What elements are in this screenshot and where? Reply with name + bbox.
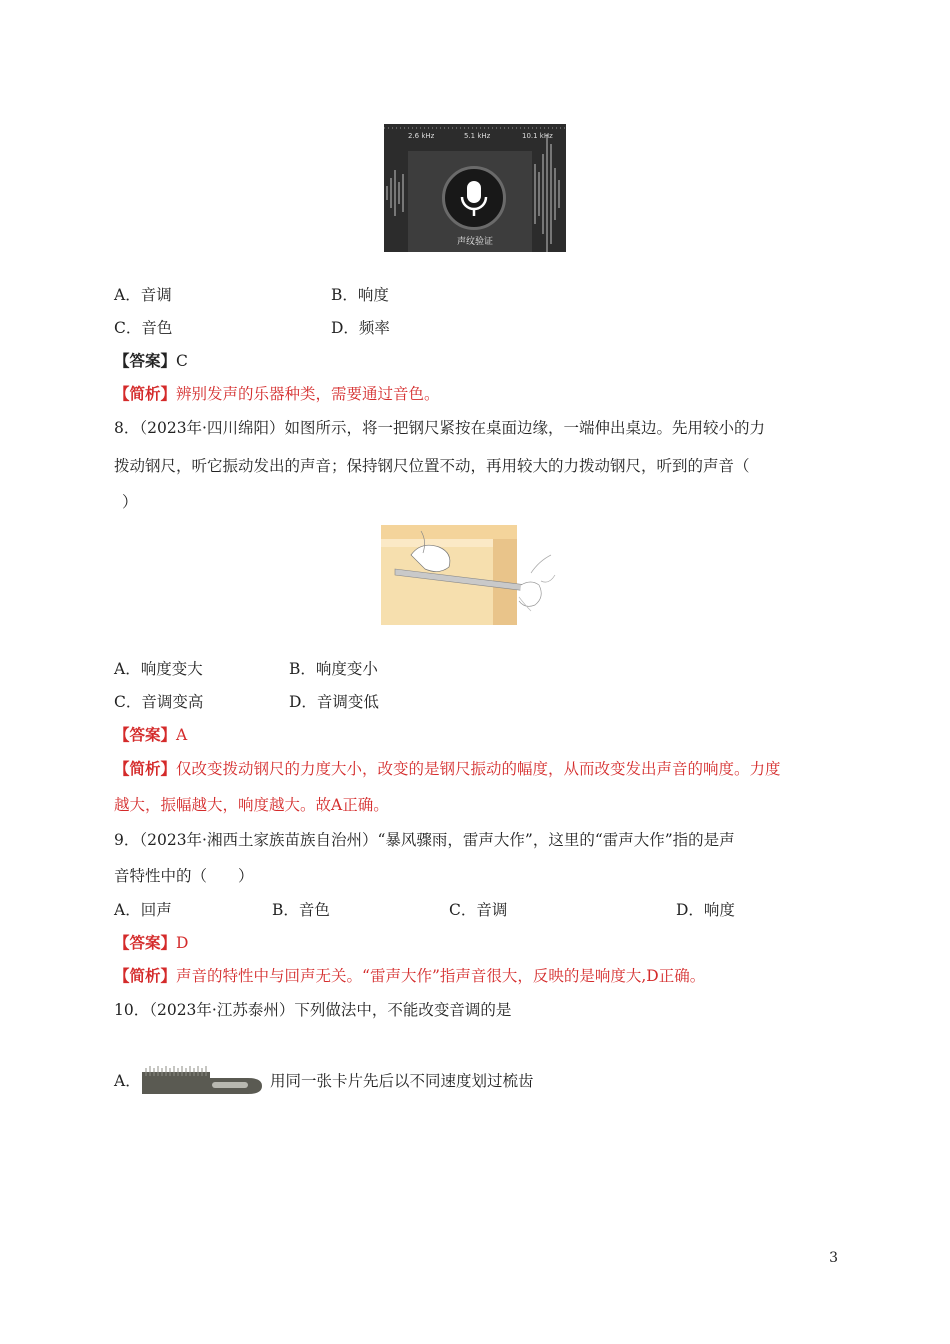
q8-option-a: A．响度变大 — [114, 660, 203, 678]
q8-stem-line-1: 8．（2023年·四川绵阳）如图所示，将一把钢尺紧按在桌面边缘，一端伸出桌边。先用较小的力 — [114, 419, 765, 437]
q7-answer — [114, 351, 188, 371]
q7-option-a: A．音调 — [114, 286, 172, 304]
q9-option-b: B．音色 — [272, 901, 330, 919]
q9-analysis — [114, 966, 705, 986]
analysis-label: 【简析】 — [114, 384, 177, 403]
page-number: 3 — [829, 1250, 838, 1266]
comb-figure — [140, 1064, 266, 1100]
q10-stem: 10．（2023年·江苏泰州）下列做法中，不能改变音调的是 — [114, 1001, 512, 1019]
analysis-label: 【简析】 — [114, 759, 177, 778]
q7-option-b: B．响度 — [331, 286, 389, 304]
q9-answer — [114, 933, 188, 953]
q9-option-a: A．回声 — [114, 901, 172, 919]
microphone-icon — [445, 169, 503, 227]
analysis-label: 【简析】 — [114, 966, 177, 985]
freq-label-3: 10.1 kHz — [522, 132, 553, 140]
q8-option-b: B．响度变小 — [289, 660, 378, 678]
analysis-text: 仅改变拨动钢尺的力度大小，改变的是钢尺振动的幅度，从而改变发出声音的响度。力度 — [176, 760, 781, 778]
q9-option-c: C．音调 — [449, 901, 508, 919]
voiceprint-figure — [384, 124, 566, 252]
q8-answer — [114, 725, 187, 745]
q7-option-c: C．音色 — [114, 319, 173, 337]
answer-value: A — [176, 726, 188, 744]
freq-label-2: 5.1 kHz — [464, 132, 491, 140]
q8-analysis-line-2: 越大，振幅越大，响度越大。故A正确。 — [114, 796, 389, 814]
q7-option-d: D．频率 — [331, 319, 390, 337]
ruler-on-table-figure — [381, 525, 569, 625]
q9-stem-line-1: 9．（2023年·湘西土家族苗族自治州）“暴风骤雨，雷声大作”，这里的“雷声大作”指的是声 — [114, 831, 735, 849]
q10-option-a-text: 用同一张卡片先后以不同速度划过梳齿 — [270, 1072, 534, 1090]
q8-option-d: D．音调变低 — [289, 693, 379, 711]
answer-label: 【答案】 — [114, 725, 177, 744]
q9-stem-line-2: 音特性中的（ ） — [114, 867, 254, 885]
answer-label: 【答案】 — [114, 351, 177, 370]
q8-option-c: C．音调变高 — [114, 693, 204, 711]
q8-stem-line-2: 拨动钢尺，听它振动发出的声音；保持钢尺位置不动，再用较大的力拨动钢尺，听到的声音（ — [114, 457, 750, 475]
analysis-text: 声音的特性中与回声无关。“雷声大作”指声音很大，反映的是响度大,D正确。 — [176, 967, 706, 985]
analysis-text: 辨别发声的乐器种类，需要通过音色。 — [176, 385, 440, 403]
q9-option-d: D．响度 — [676, 901, 735, 919]
answer-value: D — [176, 934, 189, 952]
answer-label: 【答案】 — [114, 933, 177, 952]
freq-label-1: 2.6 kHz — [408, 132, 435, 140]
q7-analysis — [114, 384, 440, 404]
microphone-button — [442, 166, 506, 230]
q10-option-a-letter: A． — [114, 1072, 141, 1090]
answer-value: C — [176, 352, 188, 370]
q8-stem-line-3: ） — [122, 493, 138, 511]
voiceprint-caption: 声纹验证 — [456, 237, 493, 247]
q8-analysis-line-1 — [114, 759, 781, 779]
